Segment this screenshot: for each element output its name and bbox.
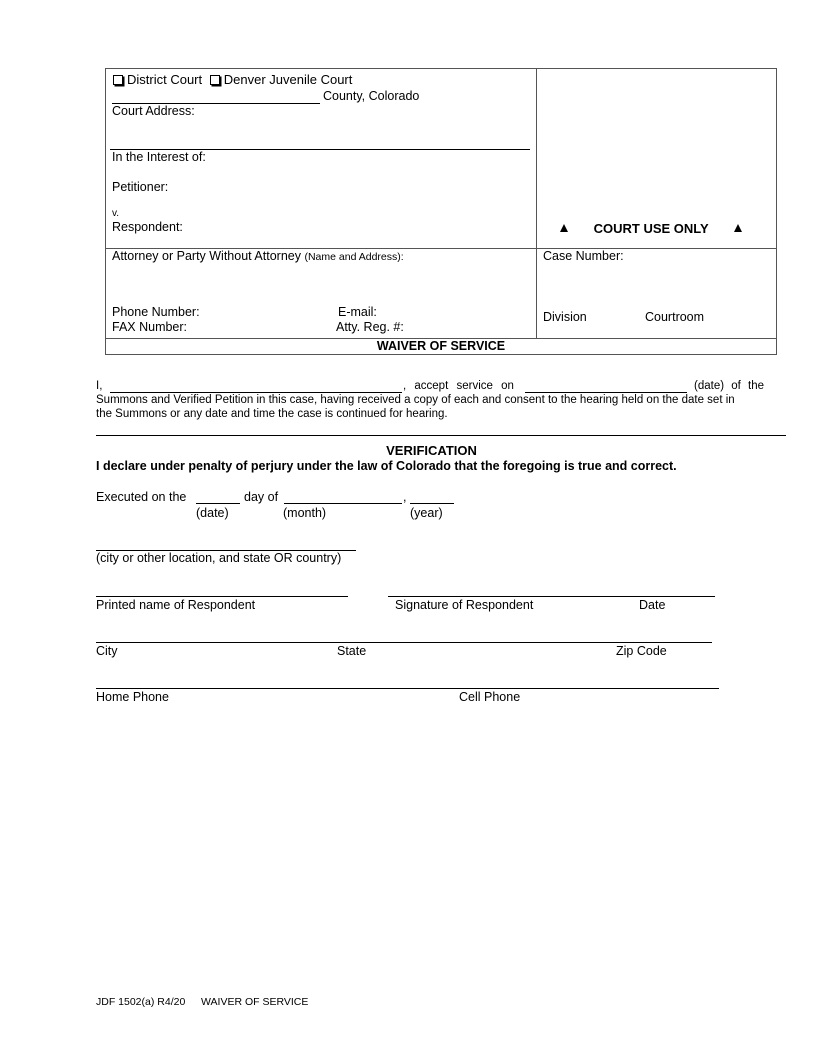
verification-declaration: I declare under penalty of perjury under the law of Colorado that the foregoing is true and correct. [96,459,677,473]
verification-title: VERIFICATION [386,443,477,458]
cell-phone-label: Cell Phone [459,690,521,704]
phone-label: Phone Number: [112,305,200,319]
court-selection [113,72,352,87]
petitioner-label: Petitioner: [112,180,169,194]
court-use-only [560,221,742,236]
county-suffix: County, Colorado [323,89,420,103]
waiver-date-label: (date) of the [694,380,765,392]
court-use-only-label: COURT USE ONLY [593,221,709,236]
juvenile-court-checkbox[interactable] [210,75,220,85]
printed-name-line[interactable] [96,596,348,597]
comma: , [403,490,407,504]
location-label: (city or other location, and state OR country) [96,551,342,565]
district-court-checkbox[interactable] [113,75,123,85]
district-court-label: District Court [127,72,203,87]
email-label: E-mail: [338,305,377,319]
division-label: Division [543,310,587,324]
executed-month-blank[interactable] [284,503,402,504]
v-label: v. [112,208,120,219]
month-sublabel: (month) [283,506,327,520]
attorney-label-main: Attorney or Party Without Attorney [112,249,301,263]
city-label: City [96,644,118,658]
executed-on-label: Executed on the [96,490,187,504]
phone-line[interactable] [96,688,719,689]
respondent-label: Respondent: [112,220,183,234]
waiver-i: I, [96,380,103,392]
signature-label: Signature of Respondent [395,598,534,612]
date-column-label: Date [639,598,666,612]
case-number-label: Case Number: [543,249,624,263]
form-title: WAIVER OF SERVICE [376,339,506,353]
date-sublabel: (date) [196,506,229,520]
footer-form-number: JDF 1502(a) R4/20 [96,996,186,1008]
courtroom-label: Courtroom [645,310,705,324]
caption-divider [536,68,537,339]
waiver-accept: , accept service on [403,380,514,392]
waiver-line2: Summons and Verified Petition in this case, having received a copy of each and consent to the hearing held on the date set in [96,394,735,406]
zip-label: Zip Code [616,644,667,658]
signature-line[interactable] [388,596,715,597]
waiver-line3: the Summons or any date and time the case is continued for hearing. [96,408,448,420]
court-address-label: Court Address: [112,104,195,118]
attorney-label [112,249,404,263]
attorney-label-small: (Name and Address): [304,251,404,263]
triangle-up-icon [734,224,742,232]
section-divider [96,435,786,436]
state-label: State [337,644,367,658]
service-date-blank[interactable] [525,392,687,393]
respondent-name-blank[interactable] [110,392,402,393]
address-line[interactable] [96,642,712,643]
home-phone-label: Home Phone [96,690,169,704]
atty-reg-label: Atty. Reg. #: [336,320,404,334]
year-sublabel: (year) [410,506,443,520]
juvenile-court-label: Denver Juvenile Court [223,72,353,87]
in-interest-label: In the Interest of: [112,150,206,164]
footer-form-name: WAIVER OF SERVICE [201,996,309,1008]
executed-year-blank[interactable] [410,503,454,504]
printed-name-label: Printed name of Respondent [96,598,256,612]
executed-day-blank[interactable] [196,503,240,504]
day-of-label: day of [244,490,279,504]
fax-label: FAX Number: [112,320,188,334]
triangle-up-icon [560,224,568,232]
